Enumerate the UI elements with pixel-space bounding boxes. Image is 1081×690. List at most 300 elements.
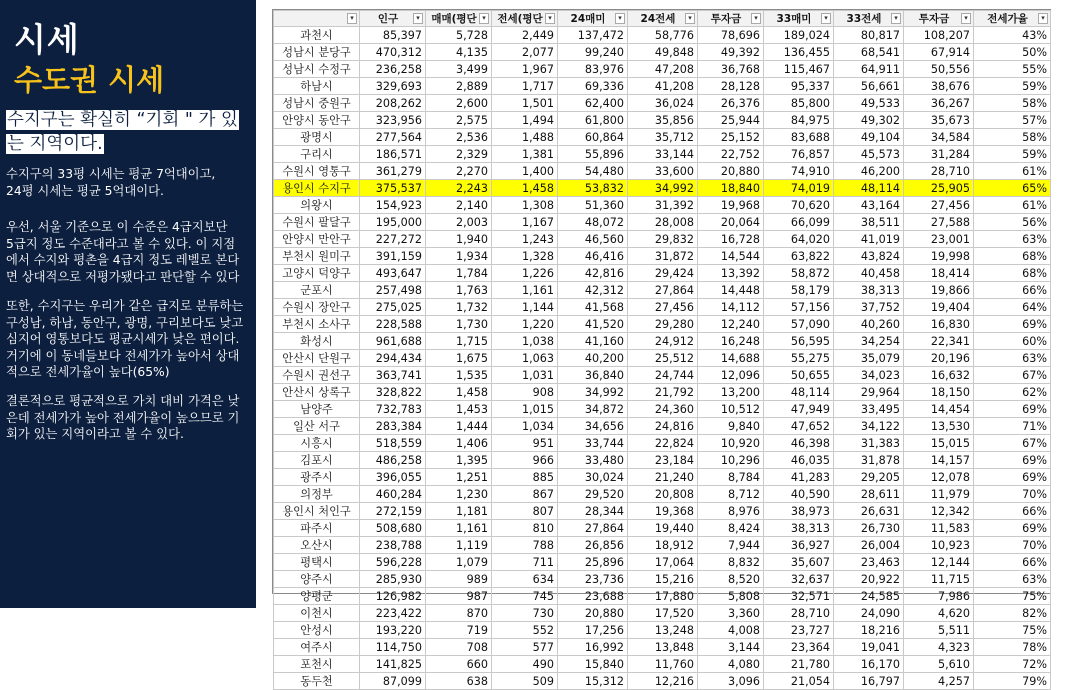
table-row	[274, 163, 1051, 180]
table-cell: 35,079	[834, 350, 904, 367]
region-name-cell: 여주시	[274, 639, 360, 656]
table-cell: 2,536	[426, 129, 492, 146]
table-cell: 1,501	[492, 95, 558, 112]
table-cell: 638	[426, 673, 492, 690]
table-cell: 11,715	[904, 571, 974, 588]
filter-dropdown-icon[interactable]: ▾	[685, 13, 695, 24]
table-cell: 951	[492, 435, 558, 452]
table-cell: 788	[492, 537, 558, 554]
filter-dropdown-icon[interactable]: ▾	[479, 13, 489, 24]
table-cell: 1,031	[492, 367, 558, 384]
table-body	[274, 27, 1051, 690]
table-row	[274, 27, 1051, 44]
table-cell: 75%	[974, 588, 1051, 605]
region-name-cell: 안산시 단원구	[274, 350, 360, 367]
table-cell: 1,675	[426, 350, 492, 367]
table-cell: 277,564	[360, 129, 426, 146]
table-cell: 5,808	[698, 588, 764, 605]
table-cell: 21,780	[764, 656, 834, 673]
table-cell: 17,064	[628, 554, 698, 571]
table-cell: 64,020	[764, 231, 834, 248]
column-header[interactable]	[492, 11, 558, 27]
table-cell: 32,637	[764, 571, 834, 588]
table-cell: 50,655	[764, 367, 834, 384]
region-name-cell: 동두천	[274, 673, 360, 690]
table-cell: 1,934	[426, 248, 492, 265]
table-cell: 285,930	[360, 571, 426, 588]
table-cell: 29,280	[628, 316, 698, 333]
region-name-cell: 의정부	[274, 486, 360, 503]
table-cell: 2,243	[426, 180, 492, 197]
table-cell: 227,272	[360, 231, 426, 248]
table-cell: 28,710	[904, 163, 974, 180]
table-cell: 18,414	[904, 265, 974, 282]
table-cell: 36,840	[558, 367, 628, 384]
filter-dropdown-icon[interactable]: ▾	[751, 13, 761, 24]
table-cell: 36,927	[764, 537, 834, 554]
price-table	[273, 10, 1051, 690]
filter-dropdown-icon[interactable]: ▾	[413, 13, 423, 24]
table-cell: 67,914	[904, 44, 974, 61]
region-name-cell: 김포시	[274, 452, 360, 469]
table-cell: 4,080	[698, 656, 764, 673]
filter-dropdown-icon[interactable]: ▾	[821, 13, 831, 24]
filter-dropdown-icon[interactable]: ▾	[891, 13, 901, 24]
highlight-statement	[6, 108, 246, 156]
table-row-highlighted	[274, 180, 1051, 197]
table-cell: 34,872	[558, 401, 628, 418]
table-cell: 1,181	[426, 503, 492, 520]
table-cell: 95,337	[764, 78, 834, 95]
table-row	[274, 401, 1051, 418]
table-cell: 69%	[974, 401, 1051, 418]
table-cell: 8,424	[698, 520, 764, 537]
filter-dropdown-icon[interactable]: ▾	[545, 13, 555, 24]
table-cell: 28,710	[764, 605, 834, 622]
table-cell: 3,096	[698, 673, 764, 690]
table-cell: 19,368	[628, 503, 698, 520]
region-name-cell: 하남시	[274, 78, 360, 95]
table-cell: 283,384	[360, 418, 426, 435]
table-cell: 1,038	[492, 333, 558, 350]
table-cell: 47,208	[628, 61, 698, 78]
table-cell: 1,730	[426, 316, 492, 333]
table-cell: 32,571	[764, 588, 834, 605]
table-cell: 30,024	[558, 469, 628, 486]
region-name-cell: 용인시 처인구	[274, 503, 360, 520]
table-cell: 41,568	[558, 299, 628, 316]
table-cell: 63%	[974, 231, 1051, 248]
table-cell: 36,768	[698, 61, 764, 78]
table-cell: 14,688	[698, 350, 764, 367]
region-name-cell: 안성시	[274, 622, 360, 639]
table-cell: 20,064	[698, 214, 764, 231]
region-name-cell: 안양시 만안구	[274, 231, 360, 248]
table-cell: 66%	[974, 554, 1051, 571]
table-row	[274, 129, 1051, 146]
column-header-label: 전세(평단	[497, 13, 543, 25]
table-cell: 870	[426, 605, 492, 622]
column-header[interactable]	[360, 11, 426, 27]
table-cell: 61%	[974, 197, 1051, 214]
table-cell: 2,270	[426, 163, 492, 180]
table-cell: 1,715	[426, 333, 492, 350]
table-cell: 22,341	[904, 333, 974, 350]
table-row	[274, 452, 1051, 469]
table-row	[274, 605, 1051, 622]
column-header-label: 투자금	[918, 13, 950, 25]
table-cell: 49,848	[628, 44, 698, 61]
region-name-cell: 고양시 덕양구	[274, 265, 360, 282]
column-header[interactable]	[974, 11, 1051, 27]
filter-dropdown-icon[interactable]: ▾	[615, 13, 625, 24]
slide-subtitle: 수도권 시세	[14, 63, 165, 97]
table-cell: 1,251	[426, 469, 492, 486]
table-cell: 4,257	[904, 673, 974, 690]
table-cell: 22,824	[628, 435, 698, 452]
table-cell: 20,880	[558, 605, 628, 622]
table-cell: 57,156	[764, 299, 834, 316]
table-row	[274, 656, 1051, 673]
table-row	[274, 503, 1051, 520]
table-cell: 16,830	[904, 316, 974, 333]
table-cell: 79%	[974, 673, 1051, 690]
table-cell: 7,986	[904, 588, 974, 605]
table-cell: 10,920	[698, 435, 764, 452]
table-cell: 19,041	[834, 639, 904, 656]
table-cell: 21,792	[628, 384, 698, 401]
table-cell: 115,467	[764, 61, 834, 78]
table-cell: 34,254	[834, 333, 904, 350]
table-cell: 46,416	[558, 248, 628, 265]
table-cell: 68,541	[834, 44, 904, 61]
table-cell: 66,099	[764, 214, 834, 231]
table-cell: 26,004	[834, 537, 904, 554]
table-cell: 908	[492, 384, 558, 401]
table-cell: 41,019	[834, 231, 904, 248]
table-cell: 18,840	[698, 180, 764, 197]
column-header[interactable]	[834, 11, 904, 27]
table-cell: 38,313	[834, 282, 904, 299]
table-cell: 18,150	[904, 384, 974, 401]
table-cell: 26,631	[834, 503, 904, 520]
table-cell: 396,055	[360, 469, 426, 486]
table-cell: 54,480	[558, 163, 628, 180]
table-cell: 38,973	[764, 503, 834, 520]
table-cell: 5,610	[904, 656, 974, 673]
table-cell: 236,258	[360, 61, 426, 78]
table-cell: 33,495	[834, 401, 904, 418]
table-cell: 48,114	[834, 180, 904, 197]
table-cell: 48,072	[558, 214, 628, 231]
table-cell: 26,376	[698, 95, 764, 112]
column-header-label: 33전세	[846, 13, 882, 25]
highlight-text: 수지구는 확실히 “기회 " 가 있는 지역이다.	[7, 110, 238, 154]
column-header-label: 인구	[377, 13, 399, 25]
table-row	[274, 61, 1051, 78]
table-cell: 154,923	[360, 197, 426, 214]
region-name-cell: 의왕시	[274, 197, 360, 214]
left-panel	[0, 0, 256, 608]
table-cell: 46,560	[558, 231, 628, 248]
table-row	[274, 265, 1051, 282]
column-header[interactable]	[764, 11, 834, 27]
table-cell: 23,736	[558, 571, 628, 588]
table-cell: 27,864	[558, 520, 628, 537]
table-cell: 1,220	[492, 316, 558, 333]
table-cell: 41,160	[558, 333, 628, 350]
table-cell: 1,488	[492, 129, 558, 146]
table-cell: 23,184	[628, 452, 698, 469]
table-cell: 41,283	[764, 469, 834, 486]
table-cell: 20,196	[904, 350, 974, 367]
table-cell: 67%	[974, 367, 1051, 384]
table-cell: 15,216	[628, 571, 698, 588]
table-cell: 34,656	[558, 418, 628, 435]
table-cell: 34,122	[834, 418, 904, 435]
table-cell: 8,520	[698, 571, 764, 588]
table-cell: 49,302	[834, 112, 904, 129]
table-cell: 28,128	[698, 78, 764, 95]
table-cell: 4,323	[904, 639, 974, 656]
table-cell: 13,392	[698, 265, 764, 282]
table-cell: 38,676	[904, 78, 974, 95]
table-row	[274, 384, 1051, 401]
table-cell: 12,240	[698, 316, 764, 333]
table-row	[274, 639, 1051, 656]
table-row	[274, 350, 1051, 367]
table-cell: 40,590	[764, 486, 834, 503]
table-cell: 28,611	[834, 486, 904, 503]
table-cell: 1,144	[492, 299, 558, 316]
table-cell: 41,208	[628, 78, 698, 95]
table-row	[274, 418, 1051, 435]
table-cell: 38,313	[764, 520, 834, 537]
table-cell: 72%	[974, 656, 1051, 673]
table-cell: 63%	[974, 571, 1051, 588]
table-cell: 69%	[974, 452, 1051, 469]
table-cell: 48,114	[764, 384, 834, 401]
table-cell: 13,530	[904, 418, 974, 435]
table-cell: 55,896	[558, 146, 628, 163]
table-cell: 68%	[974, 248, 1051, 265]
table-cell: 363,741	[360, 367, 426, 384]
table-cell: 26,856	[558, 537, 628, 554]
column-header-label: 24매미	[570, 13, 606, 25]
table-cell: 69,336	[558, 78, 628, 95]
table-cell: 15,840	[558, 656, 628, 673]
region-name-cell: 수원시 장안구	[274, 299, 360, 316]
table-cell: 28,344	[558, 503, 628, 520]
column-header[interactable]	[274, 11, 360, 27]
table-cell: 186,571	[360, 146, 426, 163]
slide-title: 시세	[14, 20, 80, 59]
table-cell: 141,825	[360, 656, 426, 673]
table-cell: 60,864	[558, 129, 628, 146]
region-name-cell: 과천시	[274, 27, 360, 44]
table-cell: 20,922	[834, 571, 904, 588]
table-cell: 24,816	[628, 418, 698, 435]
table-cell: 58,179	[764, 282, 834, 299]
table-cell: 71%	[974, 418, 1051, 435]
region-name-cell: 양주시	[274, 571, 360, 588]
table-cell: 19,968	[698, 197, 764, 214]
table-cell: 16,170	[834, 656, 904, 673]
table-cell: 4,008	[698, 622, 764, 639]
table-cell: 16,248	[698, 333, 764, 350]
table-cell: 3,144	[698, 639, 764, 656]
table-cell: 43,164	[834, 197, 904, 214]
table-cell: 70%	[974, 537, 1051, 554]
table-cell: 85,800	[764, 95, 834, 112]
table-cell: 76,857	[764, 146, 834, 163]
table-cell: 58%	[974, 129, 1051, 146]
region-name-cell: 수원시 권선구	[274, 367, 360, 384]
table-cell: 56,595	[764, 333, 834, 350]
column-header-label: 투자금	[710, 13, 742, 25]
table-cell: 64,911	[834, 61, 904, 78]
table-cell: 987	[426, 588, 492, 605]
table-cell: 62,400	[558, 95, 628, 112]
table-cell: 23,364	[764, 639, 834, 656]
table-cell: 21,054	[764, 673, 834, 690]
table-cell: 552	[492, 622, 558, 639]
table-cell: 29,205	[834, 469, 904, 486]
table-cell: 16,632	[904, 367, 974, 384]
table-cell: 1,494	[492, 112, 558, 129]
table-cell: 5,728	[426, 27, 492, 44]
table-cell: 36,267	[904, 95, 974, 112]
table-cell: 69%	[974, 469, 1051, 486]
table-cell: 18,216	[834, 622, 904, 639]
table-cell: 1,458	[492, 180, 558, 197]
table-cell: 53,832	[558, 180, 628, 197]
table-cell: 58%	[974, 95, 1051, 112]
table-cell: 31,284	[904, 146, 974, 163]
region-name-cell: 파주시	[274, 520, 360, 537]
table-cell: 137,472	[558, 27, 628, 44]
table-row	[274, 95, 1051, 112]
table-cell: 3,360	[698, 605, 764, 622]
table-cell: 1,458	[426, 384, 492, 401]
table-row	[274, 588, 1051, 605]
table-cell: 42,816	[558, 265, 628, 282]
table-cell: 2,140	[426, 197, 492, 214]
table-cell: 867	[492, 486, 558, 503]
table-cell: 45,573	[834, 146, 904, 163]
price-table-container	[272, 9, 1051, 688]
table-cell: 14,454	[904, 401, 974, 418]
region-name-cell: 부천시 원미구	[274, 248, 360, 265]
table-cell: 43%	[974, 27, 1051, 44]
region-name-cell: 성남시 중원구	[274, 95, 360, 112]
table-cell: 518,559	[360, 435, 426, 452]
column-header[interactable]	[904, 11, 974, 27]
filter-dropdown-icon[interactable]: ▾	[961, 13, 971, 24]
table-cell: 17,520	[628, 605, 698, 622]
table-cell: 69%	[974, 520, 1051, 537]
table-cell: 23,001	[904, 231, 974, 248]
column-header-label: 전세가율	[987, 13, 1028, 25]
column-header[interactable]	[628, 11, 698, 27]
table-cell: 1,381	[492, 146, 558, 163]
table-row	[274, 146, 1051, 163]
table-cell: 29,832	[628, 231, 698, 248]
region-name-cell: 이천시	[274, 605, 360, 622]
table-cell: 1,015	[492, 401, 558, 418]
table-row	[274, 44, 1051, 61]
table-cell: 807	[492, 503, 558, 520]
table-cell: 29,520	[558, 486, 628, 503]
table-cell: 114,750	[360, 639, 426, 656]
table-cell: 16,797	[834, 673, 904, 690]
table-cell: 33,744	[558, 435, 628, 452]
table-row	[274, 469, 1051, 486]
table-cell: 11,979	[904, 486, 974, 503]
filter-dropdown-icon[interactable]: ▾	[347, 13, 357, 24]
region-name-cell: 구리시	[274, 146, 360, 163]
table-cell: 634	[492, 571, 558, 588]
paragraph-4: 결론적으로 평균적으로 가치 대비 가격은 낮 은데 전세가가 높아 전세가율이 높으므로 기 회가 있는 지역이라고 볼 수 있다.	[6, 394, 240, 441]
table-cell: 64%	[974, 299, 1051, 316]
filter-dropdown-icon[interactable]: ▾	[1038, 13, 1048, 24]
table-cell: 82%	[974, 605, 1051, 622]
table-cell: 19,998	[904, 248, 974, 265]
table-cell: 17,880	[628, 588, 698, 605]
column-header[interactable]	[558, 11, 628, 27]
table-row	[274, 622, 1051, 639]
table-cell: 1,161	[492, 282, 558, 299]
table-cell: 391,159	[360, 248, 426, 265]
table-row	[274, 673, 1051, 690]
table-cell: 15,312	[558, 673, 628, 690]
table-row	[274, 537, 1051, 554]
paragraph-2: 우선, 서울 기준으로 이 수준은 4급지보단 5급지 정도 수준대라고 볼 수 있다. 이 지점 에서 수지와 평촌을 4급지 정도 레벨로 본다 면 상대적으로 저평가됐다고 판단할 수 있다	[6, 220, 240, 284]
table-cell: 1,079	[426, 554, 492, 571]
region-name-cell: 일산 서구	[274, 418, 360, 435]
table-cell: 13,200	[698, 384, 764, 401]
table-cell: 27,456	[904, 197, 974, 214]
table-cell: 78,696	[698, 27, 764, 44]
table-cell: 4,135	[426, 44, 492, 61]
region-name-cell: 광명시	[274, 129, 360, 146]
column-header[interactable]	[698, 11, 764, 27]
table-cell: 2,575	[426, 112, 492, 129]
table-cell: 23,463	[834, 554, 904, 571]
table-cell: 87,099	[360, 673, 426, 690]
region-name-cell: 안양시 동안구	[274, 112, 360, 129]
table-cell: 69%	[974, 316, 1051, 333]
table-cell: 74,910	[764, 163, 834, 180]
table-row	[274, 231, 1051, 248]
table-cell: 22,752	[698, 146, 764, 163]
table-cell: 38,511	[834, 214, 904, 231]
column-header[interactable]	[426, 11, 492, 27]
paragraph-1: 수지구의 33평 시세는 평균 7억대이고, 24평 시세는 평균 5억대이다.	[6, 167, 216, 198]
table-cell: 16,992	[558, 639, 628, 656]
table-cell: 59%	[974, 146, 1051, 163]
table-cell: 1,328	[492, 248, 558, 265]
table-cell: 10,296	[698, 452, 764, 469]
column-header-label: 24전세	[640, 13, 676, 25]
table-cell: 14,448	[698, 282, 764, 299]
table-row	[274, 486, 1051, 503]
table-cell: 13,848	[628, 639, 698, 656]
table-cell: 223,422	[360, 605, 426, 622]
table-cell: 375,537	[360, 180, 426, 197]
table-cell: 27,588	[904, 214, 974, 231]
table-row	[274, 214, 1051, 231]
